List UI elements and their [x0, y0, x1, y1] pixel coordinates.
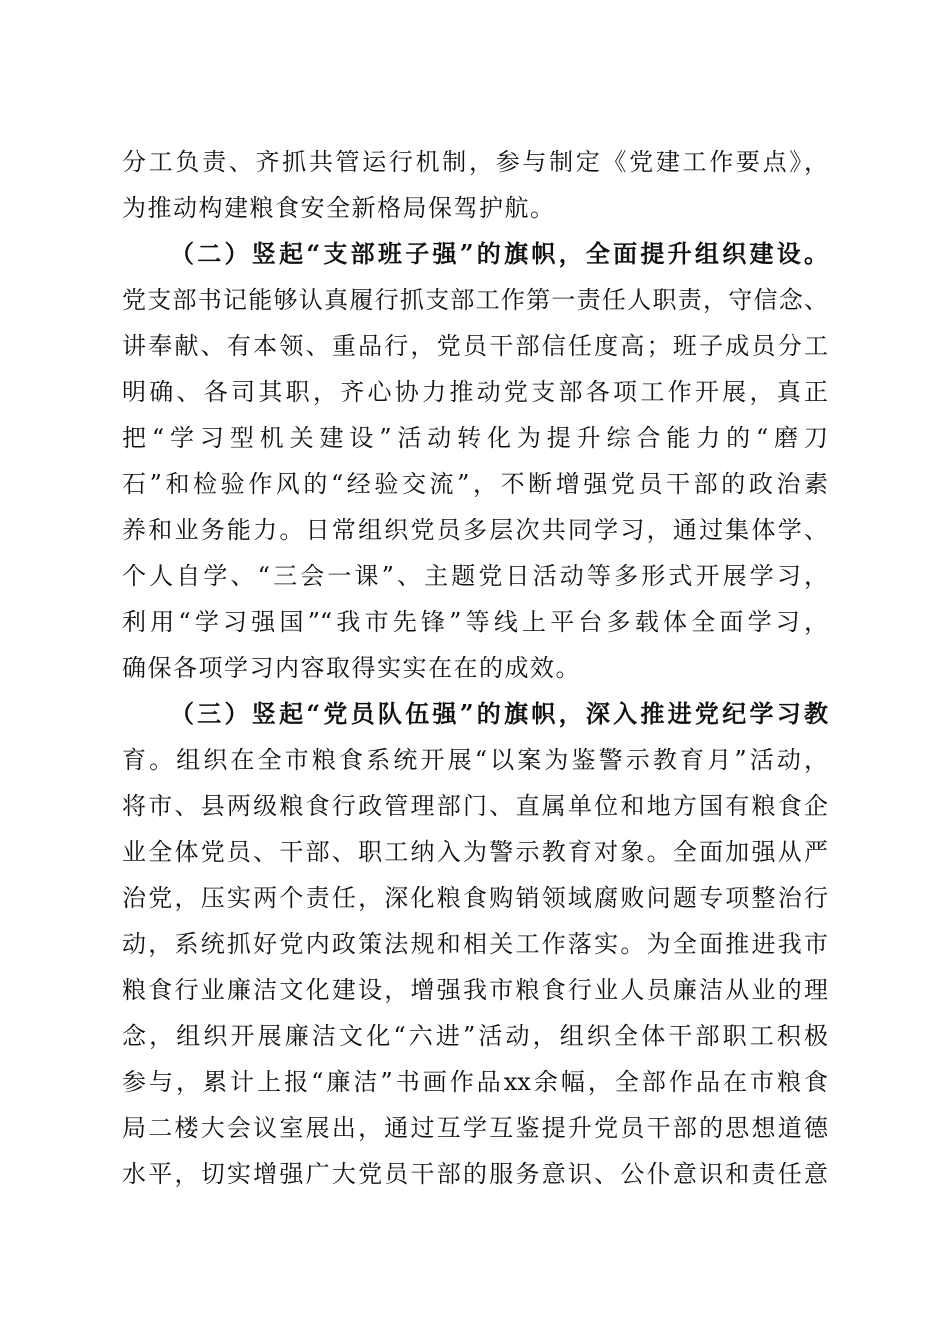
text-line: 局二楼大会议室展出，通过互学互鉴提升党员干部的思想道德	[122, 1114, 828, 1142]
section-heading-2: （二）竖起“支部班子强”的旗帜，全面提升组织建设。	[170, 239, 828, 268]
text-line: 个人自学、“三会一课”、主题党日活动等多形式开展学习，	[122, 562, 828, 590]
text-line: 把“学习型机关建设”活动转化为提升综合能力的“磨刀	[122, 424, 828, 452]
text-line: 明确、各司其职，齐心协力推动党支部各项工作开展，真正	[122, 378, 828, 406]
text-line: 业全体党员、干部、职工纳入为警示教育对象。全面加强从严	[122, 838, 828, 866]
text-line: 参与，累计上报“廉洁”书画作品xx余幅，全部作品在市粮食	[122, 1068, 828, 1096]
text-line: 养和业务能力。日常组织党员多层次共同学习，通过集体学、	[122, 516, 828, 544]
section-heading-3: （三）竖起“党员队伍强”的旗帜，深入推进党纪学习教	[170, 699, 828, 728]
text-line: 确保各项学习内容取得实实在在的成效。	[122, 654, 581, 682]
text-line: 粮食行业廉洁文化建设，增强我市粮食行业人员廉洁从业的理	[122, 976, 828, 1004]
text-line: 分工负责、齐抓共管运行机制，参与制定《党建工作要点》，	[122, 148, 828, 176]
text-line: 为推动构建粮食安全新格局保驾护航。	[122, 194, 556, 222]
text-line: 念，组织开展廉洁文化“六进”活动，组织全体干部职工积极	[122, 1022, 828, 1050]
text-line: 治党，压实两个责任，深化粮食购销领域腐败问题专项整治行	[122, 884, 828, 912]
text-line: 育。组织在全市粮食系统开展“以案为鉴警示教育月”活动，	[122, 746, 828, 774]
text-line: 将市、县两级粮食行政管理部门、直属单位和地方国有粮食企	[122, 792, 828, 820]
text-line: 党支部书记能够认真履行抓支部工作第一责任人职责，守信念、	[122, 286, 828, 314]
text-line: 石”和检验作风的“经验交流”，不断增强党员干部的政治素	[122, 470, 828, 498]
text-line: 讲奉献、有本领、重品行，党员干部信任度高；班子成员分工	[122, 332, 828, 360]
text-line: 动，系统抓好党内政策法规和相关工作落实。为全面推进我市	[122, 930, 828, 958]
text-line: 利用“学习强国”“我市先锋”等线上平台多载体全面学习，	[122, 608, 828, 636]
text-line: 水平，切实增强广大党员干部的服务意识、公仆意识和责任意	[122, 1160, 828, 1188]
